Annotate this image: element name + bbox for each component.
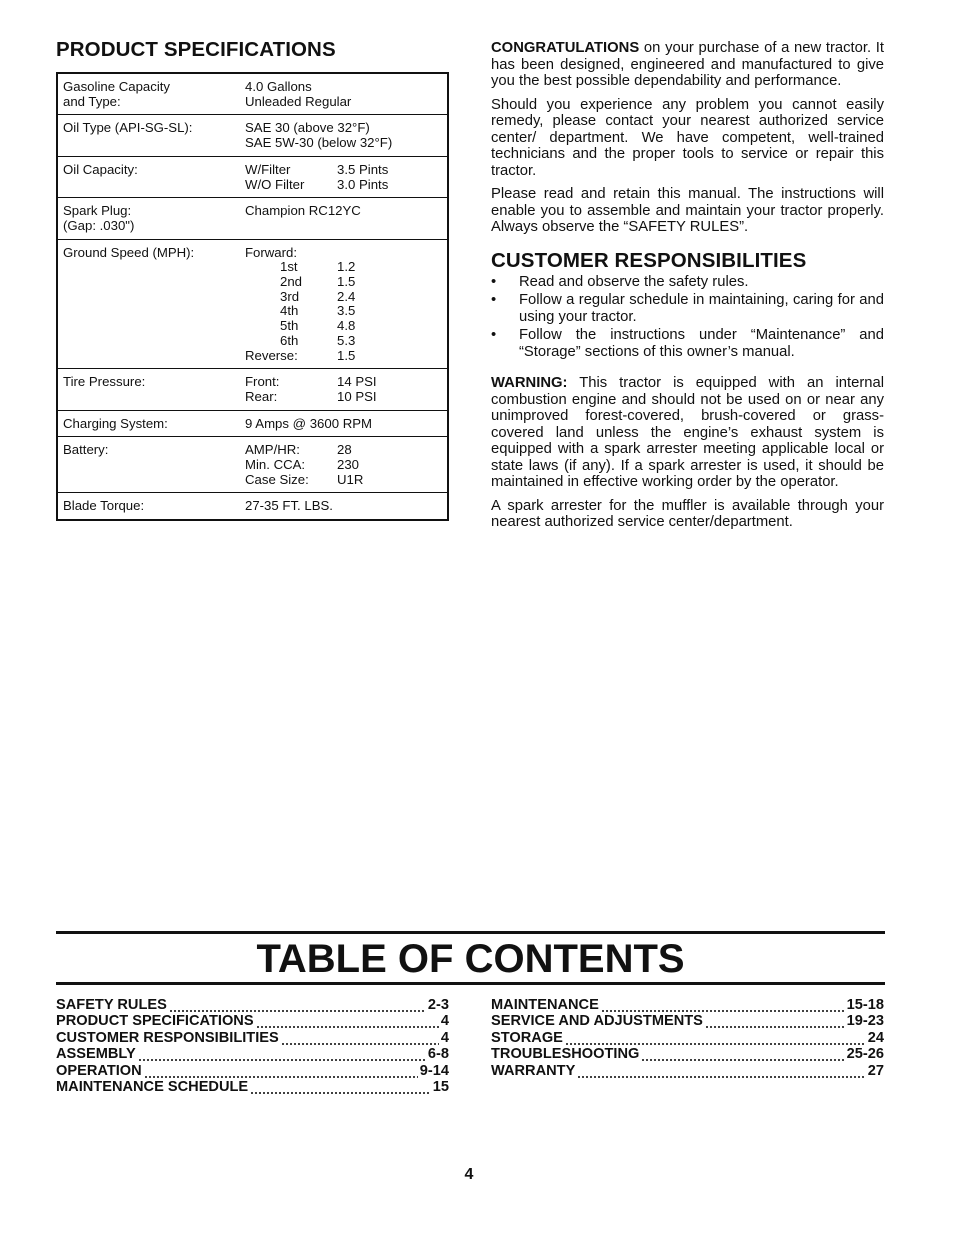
- gear-name: 2nd: [280, 274, 303, 290]
- toc-entry-title: WARRANTY: [491, 1062, 576, 1079]
- gear-name: 5th: [280, 318, 299, 334]
- spec-label-line: Spark Plug:: [63, 203, 132, 219]
- toc-entry-title: STORAGE: [491, 1029, 563, 1046]
- gear-speed: 2.4: [337, 288, 356, 304]
- spec-value: 27-35 FT. LBS.: [245, 498, 333, 514]
- product-specs-heading: PRODUCT SPECIFICATIONS: [56, 38, 336, 61]
- toc-entry-title: SERVICE AND ADJUSTMENTS: [491, 1013, 703, 1030]
- spec-value: [245, 246, 441, 364]
- warning-text: This tractor is equipped with an internal combustion engine and should not be used on or near any unimproved forest-covered, brush-covered or grass-covered land unless the engine’s exhaust system is equipped with a spark arrester meeting applicable local or state laws (if any). If a spark arrester is used, it should be maintained in effective working order by the operator.: [491, 375, 884, 490]
- warning-label: WARNING:: [491, 375, 568, 391]
- reverse-label: Reverse:: [245, 347, 298, 363]
- list-item: [491, 292, 884, 325]
- list-item: [491, 274, 884, 291]
- toc-entry[interactable]: [491, 1046, 884, 1062]
- spec-subrow: [245, 163, 441, 178]
- spec-row-tire-pressure: [58, 368, 447, 409]
- spec-subrow: [245, 178, 441, 193]
- spec-label: Charging System:: [63, 415, 168, 431]
- toc-entry[interactable]: [56, 1030, 449, 1046]
- toc-entry-page: 6-8: [427, 1046, 449, 1063]
- spec-sub-value: 3.5 Pints: [337, 161, 389, 177]
- spec-value: 9 Amps @ 3600 RPM: [245, 415, 372, 431]
- toc-entry[interactable]: [56, 1079, 449, 1095]
- toc-dot-leader: [601, 997, 845, 1013]
- spec-value-line: Unleaded Regular: [245, 93, 352, 109]
- toc-right-column: [491, 997, 884, 1079]
- toc-title: TABLE OF CONTENTS: [256, 937, 685, 981]
- spec-sub-value: 14 PSI: [337, 374, 377, 390]
- toc-dot-leader: [169, 997, 426, 1013]
- spec-label: Tire Pressure:: [63, 374, 146, 390]
- responsibilities-list: [491, 274, 884, 361]
- gear-speed: 5.3: [337, 332, 356, 348]
- toc-dot-leader: [250, 1079, 431, 1095]
- toc-entry-title: ASSEMBLY: [56, 1046, 136, 1063]
- toc-entry[interactable]: [56, 1013, 449, 1029]
- spec-value: [245, 375, 441, 404]
- spec-row-oil-capacity: [58, 156, 447, 197]
- toc-top-rule: [56, 931, 885, 934]
- toc-dot-leader: [565, 1030, 866, 1046]
- toc-entry-page: 15-18: [846, 997, 884, 1013]
- spec-label-line: Gasoline Capacity: [63, 79, 171, 94]
- spec-row-battery: [58, 436, 447, 492]
- page-number: 4: [464, 1166, 474, 1183]
- toc-entry-title: CUSTOMER RESPONSIBILITIES: [56, 1029, 279, 1046]
- spec-subrow: [245, 375, 441, 390]
- toc-entry-title: PRODUCT SPECIFICATIONS: [56, 1013, 254, 1030]
- list-item-text: Follow a regular schedule in maintaining, caring for and using your tractor.: [519, 292, 884, 325]
- gear-row: [245, 275, 441, 290]
- gear-row: [245, 319, 441, 334]
- toc-entry-title: TROUBLESHOOTING: [491, 1046, 640, 1063]
- spec-sub-value: 28: [337, 442, 352, 458]
- congratulations-bold: CONGRATULATIONS: [491, 40, 640, 56]
- forward-label: Forward:: [245, 244, 298, 260]
- spec-sub-value: 10 PSI: [337, 388, 377, 404]
- toc-entry-page: 4: [440, 1013, 449, 1030]
- toc-entry-page: 4: [440, 1029, 449, 1046]
- spec-label-line: (Gap: .030"): [63, 217, 135, 233]
- spec-value-line: 4.0 Gallons: [245, 79, 312, 94]
- gear-name: 4th: [280, 303, 299, 319]
- spec-subrow: [245, 390, 441, 405]
- spec-sub-key: AMP/HR:: [245, 442, 300, 458]
- toc-entry-page: 24: [867, 1029, 884, 1046]
- list-item-text: Follow the instructions under “Maintenance” and “Storage” sections of this owner’s manual.: [519, 327, 884, 360]
- toc-entry-title: SAFETY RULES: [56, 997, 167, 1013]
- warning-paragraph: [491, 375, 884, 491]
- spec-row-gasoline: [58, 74, 447, 114]
- spec-row-spark-plug: [58, 197, 447, 238]
- spec-label: Blade Torque:: [63, 498, 145, 514]
- problem-paragraph: Should you experience any problem you cannot easily remedy, please contact your nearest authorized service center/ department. We have competent, well-trained technicians and the proper tools to service or repair this tractor.: [491, 96, 884, 179]
- congratulations-paragraph: [491, 40, 884, 90]
- toc-entry[interactable]: [491, 1030, 884, 1046]
- gear-name: 6th: [280, 332, 299, 348]
- spec-table: [56, 72, 449, 521]
- spec-sub-value: 230: [337, 457, 360, 473]
- toc-entry-page: 2-3: [427, 997, 449, 1013]
- toc-dot-leader: [577, 1063, 865, 1079]
- spec-row-blade-torque: [58, 492, 447, 519]
- spec-sub-value: U1R: [337, 471, 364, 487]
- toc-entry-page: 27: [867, 1062, 884, 1079]
- toc-dot-leader: [705, 1013, 845, 1029]
- intro-section: [491, 40, 884, 538]
- spark-arrester-paragraph: A spark arrester for the muffler is available through your nearest authorized service center/department.: [491, 497, 884, 530]
- toc-entry-page: 25-26: [846, 1046, 884, 1063]
- toc-entry[interactable]: [491, 997, 884, 1013]
- spec-sub-value: 3.0 Pints: [337, 176, 389, 192]
- gear-name: 3rd: [280, 288, 300, 304]
- toc-dot-leader: [138, 1046, 426, 1062]
- bullet-icon: •: [491, 292, 497, 308]
- spec-label: [63, 80, 245, 109]
- list-item-text: Read and observe the safety rules.: [519, 273, 749, 290]
- reverse-row: [245, 349, 441, 364]
- gear-speed: 1.2: [337, 259, 356, 275]
- spec-value-line: SAE 5W-30 (below 32°F): [245, 135, 393, 151]
- toc-entry-page: 9-14: [419, 1062, 449, 1079]
- congratulations-text: on your purchase of a new tractor. It has been designed, engineered and manufactured to give you the best possible dependability and performance.: [491, 40, 884, 89]
- toc-bottom-rule: [56, 982, 885, 985]
- toc-dot-leader: [256, 1013, 439, 1029]
- gear-name: 1st: [280, 259, 298, 275]
- spec-row-charging: [58, 410, 447, 437]
- spec-sub-key: Case Size:: [245, 471, 309, 487]
- toc-entry-page: 15: [432, 1079, 449, 1096]
- bullet-icon: •: [491, 273, 497, 290]
- spec-row-oil-type: [58, 114, 447, 155]
- spec-label: Battery:: [63, 442, 109, 458]
- gear-row: [245, 304, 441, 319]
- bullet-icon: •: [491, 327, 497, 343]
- toc-entry[interactable]: [56, 1046, 449, 1062]
- gear-speed: 1.5: [337, 274, 356, 290]
- toc-dot-leader: [641, 1046, 844, 1062]
- customer-responsibilities-heading: CUSTOMER RESPONSIBILITIES: [491, 248, 807, 272]
- toc-left-column: [56, 997, 449, 1095]
- spec-sub-key: Rear:: [245, 388, 278, 404]
- spec-subrow: [245, 458, 441, 473]
- spec-subrow: [245, 473, 441, 488]
- gear-row: [245, 290, 441, 305]
- toc-entry[interactable]: [491, 1063, 884, 1079]
- gear-speed: 4.8: [337, 318, 356, 334]
- spec-subrow: [245, 443, 441, 458]
- toc-dot-leader: [281, 1030, 439, 1046]
- spec-label: Ground Speed (MPH):: [63, 244, 195, 260]
- gear-row: [245, 334, 441, 349]
- spec-label: Oil Type (API-SG-SL):: [63, 120, 193, 136]
- toc-entry-title: OPERATION: [56, 1062, 142, 1079]
- toc-entry[interactable]: [56, 1063, 449, 1079]
- spec-label: Oil Capacity:: [63, 161, 138, 177]
- spec-sub-key: W/Filter: [245, 161, 291, 177]
- spec-sub-key: W/O Filter: [245, 176, 305, 192]
- spec-value: [245, 80, 441, 109]
- spec-row-ground-speed: [58, 239, 447, 369]
- toc-entry-page: 19-23: [846, 1013, 884, 1030]
- spec-value: [245, 121, 441, 150]
- toc-entry-title: MAINTENANCE SCHEDULE: [56, 1079, 249, 1096]
- spec-value-line: SAE 30 (above 32°F): [245, 120, 370, 136]
- reverse-speed: 1.5: [337, 347, 356, 363]
- gear-row: [245, 260, 441, 275]
- toc-entry[interactable]: [56, 997, 449, 1013]
- list-item: [491, 327, 884, 360]
- spec-label-line: and Type:: [63, 93, 121, 109]
- spec-value: [245, 163, 441, 192]
- gear-speed: 3.5: [337, 303, 356, 319]
- toc-entry-title: MAINTENANCE: [491, 997, 599, 1013]
- spec-value: Champion RC12YC: [245, 203, 361, 219]
- spec-value: [245, 443, 441, 487]
- toc-entry[interactable]: [491, 1013, 884, 1029]
- spec-sub-key: Min. CCA:: [245, 457, 306, 473]
- retain-paragraph: Please read and retain this manual. The instructions will enable you to assemble and maintain your tractor properly. Always observe the “SAFETY RULES”.: [491, 186, 884, 235]
- toc-dot-leader: [144, 1063, 418, 1079]
- spec-sub-key: Front:: [245, 374, 280, 390]
- spec-label: [63, 204, 245, 233]
- product-specifications-section: [56, 38, 449, 521]
